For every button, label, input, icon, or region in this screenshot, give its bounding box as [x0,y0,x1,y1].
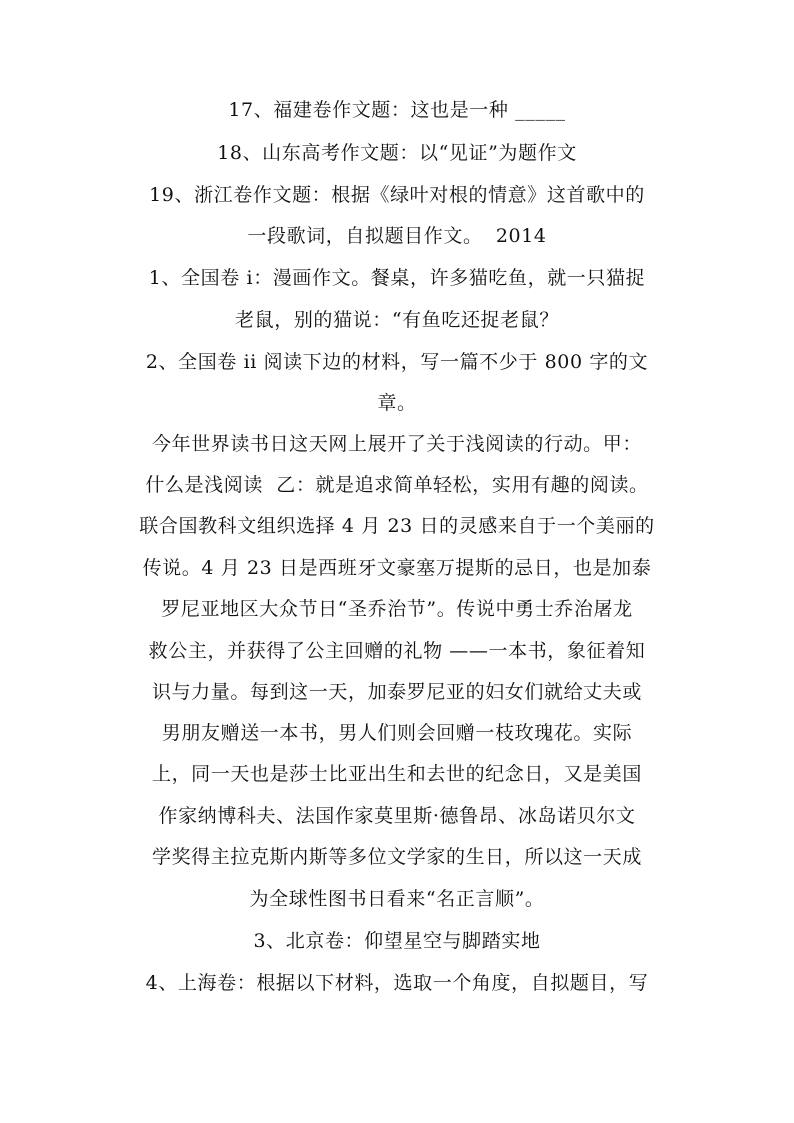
text-line: 为全球性图书日看来“名正言顺”。 [249,888,545,910]
text-line: 2、全国卷 ii 阅读下边的材料，写一篇不少于 800 字的文 [145,351,649,373]
text-line: 作家纳博科夫、法国作家莫里斯·德鲁昂、冰岛诺贝尔文 [158,805,636,827]
text-line: 上，同一天也是莎士比亚出生和去世的纪念日，又是美国 [151,763,642,785]
text-line: 联合国教科文组织选择 4 月 23 日的灵感来自于一个美丽的 [139,515,655,537]
text-line: 17、福建卷作文题：这也是一种 _____ [228,99,566,121]
text-line: 19、浙江卷作文题：根据《绿叶对根的情意》这首歌中的 [149,184,645,206]
text-line: 章。 [377,392,417,414]
text-line: 救公主，并获得了公主回赠的礼物 ——一本书，象征着知 [148,640,646,662]
text-line: 学奖得主拉克斯内斯等多位文学家的生日，所以这一天成 [151,846,642,868]
text-line: 罗尼亚地区大众节日“圣乔治节”。传说中勇士乔治屠龙 [161,598,633,620]
text-line: 一段歌词，自拟题目作文。 2014 [247,225,547,247]
text-line: 3、北京卷：仰望星空与脚踏实地 [253,930,541,952]
text-line: 今年世界读书日这天网上展开了关于浅阅读的行动。甲： [151,433,642,455]
text-line: 男朋友赠送一本书，男人们则会回赠一枝玫瑰花。实际 [161,722,633,744]
text-line: 传说。4 月 23 日是西班牙文豪塞万提斯的忌日，也是加泰 [142,557,652,579]
text-line: 18、山东高考作文题：以“见证”为题作文 [217,142,577,164]
text-line: 4、上海卷：根据以下材料，选取一个角度，自拟题目，写 [145,972,649,994]
text-line: 老鼠，别的猫说：“有鱼吃还捉老鼠？ [235,309,559,331]
text-line: 1、全国卷 i：漫画作文。餐桌，许多猫吃鱼，就一只猫捉 [148,267,646,289]
text-line: 什么是浅阅读 乙：就是追求简单轻松，实用有趣的阅读。 [145,474,649,496]
text-line: 识与力量。每到这一天，加泰罗尼亚的妇女们就给丈夫或 [151,681,642,703]
